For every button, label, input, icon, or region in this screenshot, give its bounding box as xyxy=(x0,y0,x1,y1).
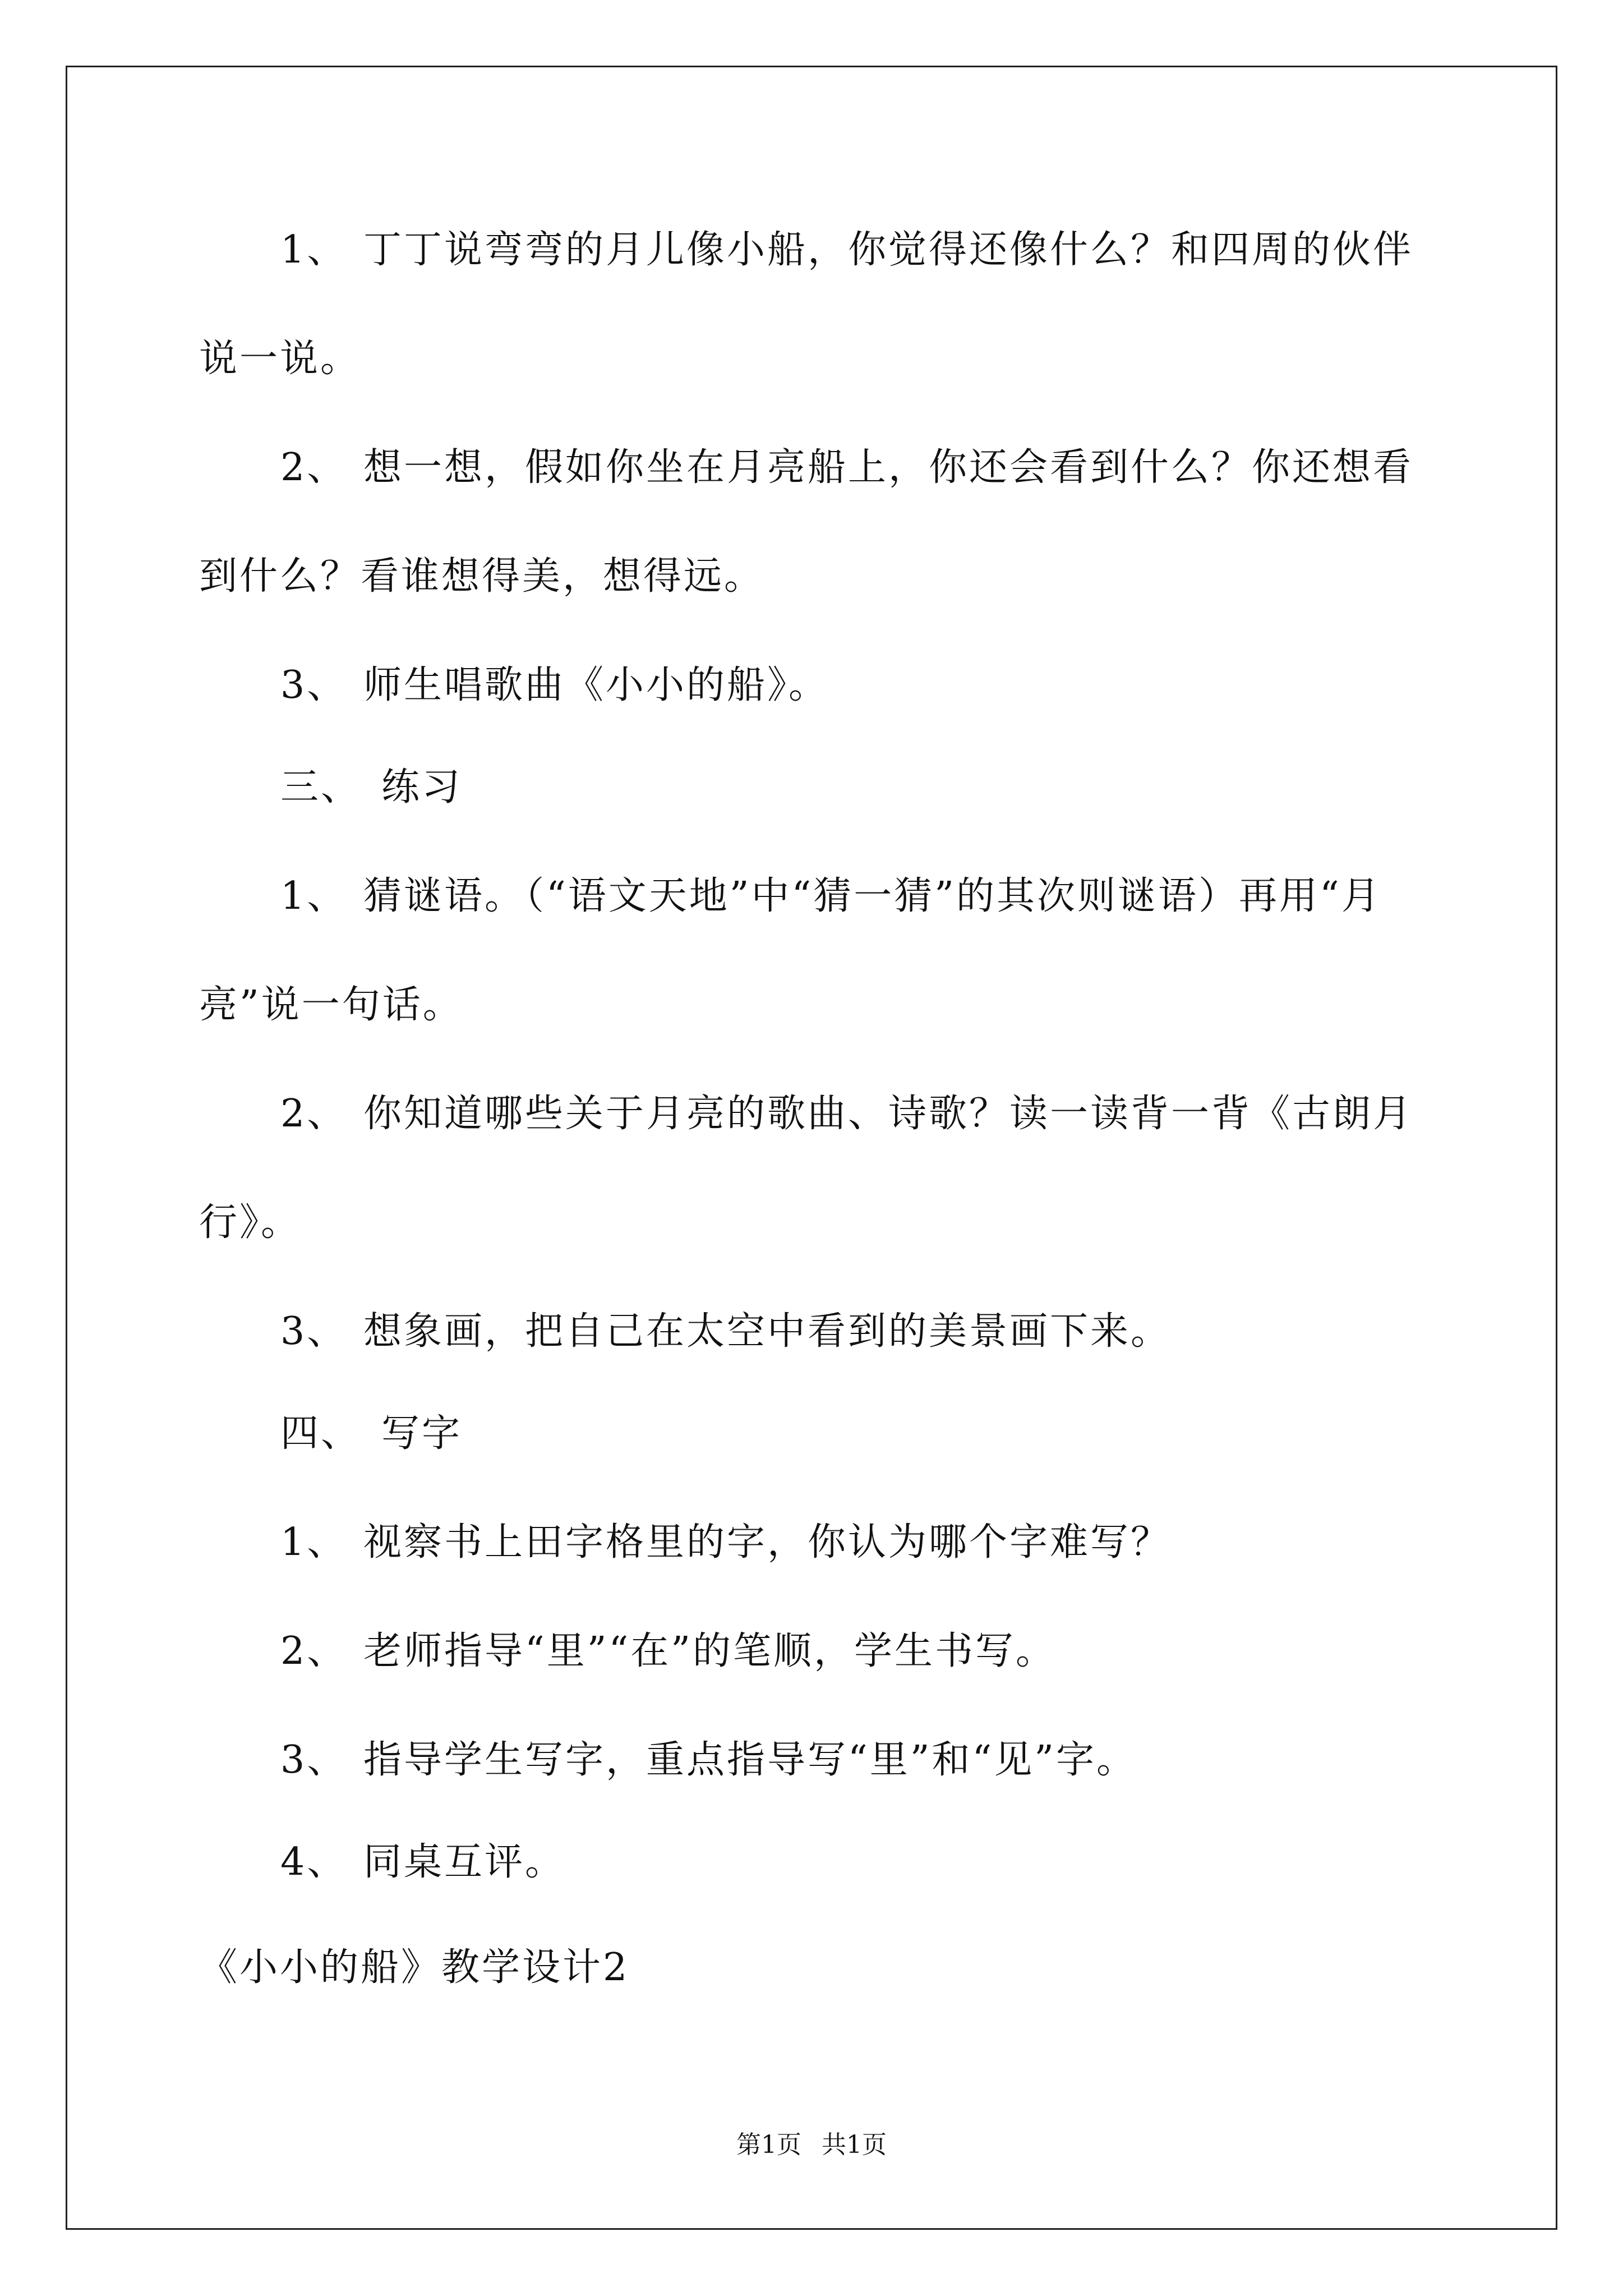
item-text: 说一说。 xyxy=(199,337,361,381)
item-text: 丁丁说弯弯的月儿像小船，你觉得还像什么？和四周的伙伴 xyxy=(363,228,1414,272)
list-item xyxy=(280,1738,1137,1782)
item-number: 4、 xyxy=(280,1840,348,1884)
page-total: 共1页 xyxy=(822,2131,887,2159)
item-text: 同桌互评。 xyxy=(363,1840,566,1884)
section-title: 写字 xyxy=(381,1411,463,1456)
section-number: 三、 xyxy=(280,765,362,809)
item-text: 到什么？看谁想得美，想得远。 xyxy=(199,554,765,599)
item-number: 2、 xyxy=(280,1092,348,1136)
document-subtitle xyxy=(199,1945,630,1990)
list-item xyxy=(280,1840,566,1884)
item-number: 1、 xyxy=(280,228,348,272)
continuation-line xyxy=(199,554,765,599)
list-item xyxy=(280,1309,1172,1354)
list-item xyxy=(280,445,1414,490)
item-text: 你知道哪些关于月亮的歌曲、诗歌？读一读背一背《古朗月 xyxy=(363,1092,1414,1136)
item-text: 行》。 xyxy=(199,1200,302,1245)
item-number: 2、 xyxy=(280,445,348,490)
page-footer xyxy=(0,2133,1623,2157)
list-item xyxy=(280,663,829,707)
item-text: 师生唱歌曲《小小的船》。 xyxy=(363,663,829,707)
item-text: 视察书上田字格里的字，你认为哪个字难写？ xyxy=(363,1520,1172,1565)
item-number: 2、 xyxy=(280,1629,348,1673)
list-item xyxy=(280,874,1382,918)
continuation-line xyxy=(199,983,463,1027)
item-text: 想一想，假如你坐在月亮船上，你还会看到什么？你还想看 xyxy=(363,445,1414,490)
item-number: 3、 xyxy=(280,1738,348,1782)
section-heading xyxy=(280,1411,463,1456)
item-number: 1、 xyxy=(280,874,348,918)
item-number: 1、 xyxy=(280,1520,348,1565)
item-text: 指导学生写字，重点指导写“里”和“见”字。 xyxy=(363,1738,1137,1782)
item-text: 老师指导“里”“在”的笔顺，学生书写。 xyxy=(363,1629,1057,1673)
section-heading xyxy=(280,765,463,809)
list-item xyxy=(280,1520,1172,1565)
list-item xyxy=(280,1629,1057,1673)
item-number: 3、 xyxy=(280,663,348,707)
list-item xyxy=(280,228,1414,272)
section-title: 练习 xyxy=(381,765,463,809)
item-number: 3、 xyxy=(280,1309,348,1354)
continuation-line xyxy=(199,337,361,381)
item-text: 亮”说一句话。 xyxy=(199,983,463,1027)
continuation-line xyxy=(199,1200,302,1245)
item-text: 猜谜语。（“语文天地”中“猜一猜”的其次则谜语）再用“月 xyxy=(363,874,1382,918)
list-item xyxy=(280,1092,1414,1136)
page-number: 第1页 xyxy=(736,2131,801,2159)
subtitle-text: 《小小的船》教学设计2 xyxy=(199,1945,630,1990)
item-text: 想象画，把自己在太空中看到的美景画下来。 xyxy=(363,1309,1172,1354)
section-number: 四、 xyxy=(280,1411,362,1456)
page-border xyxy=(66,66,1557,2230)
